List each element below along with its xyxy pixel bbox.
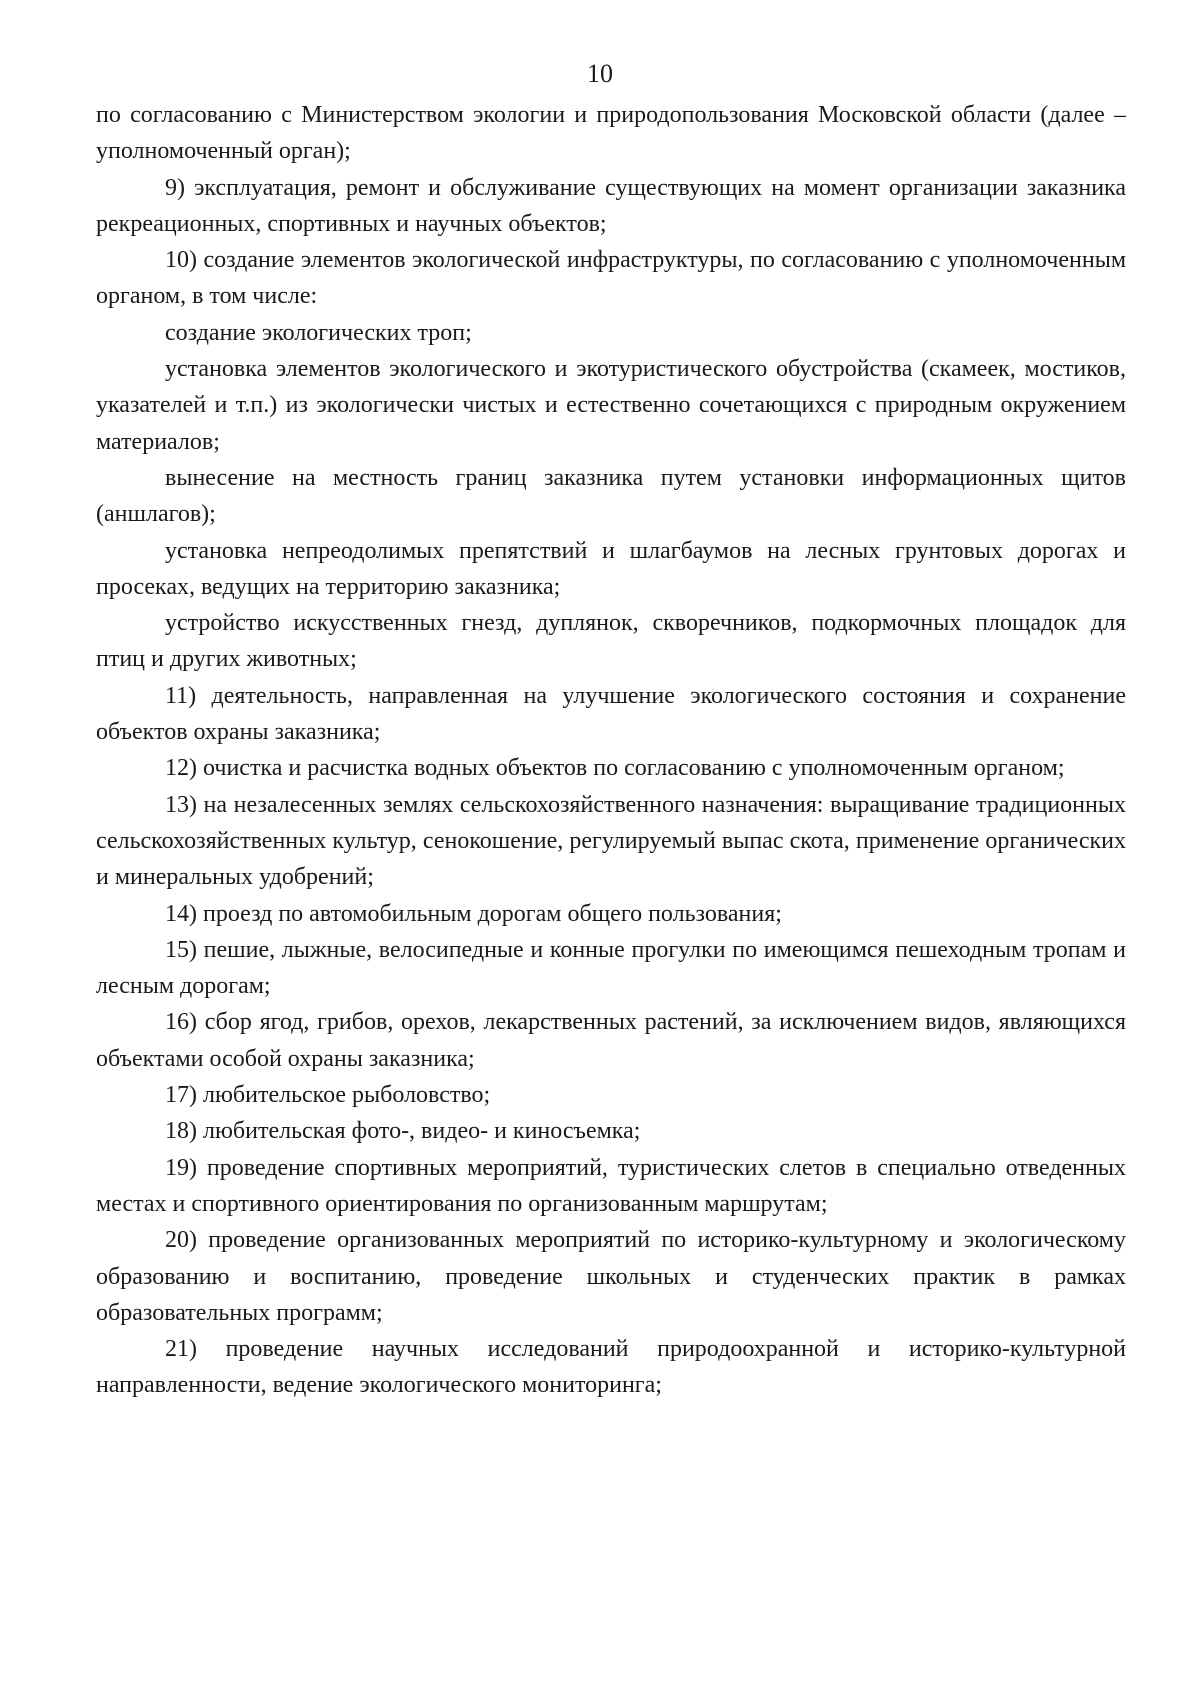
paragraph-item-12: 12) очистка и расчистка водных объектов по согласованию с уполномоченным органом; — [165, 755, 1065, 782]
paragraph-item-17: 17) любительское рыболовство; — [165, 1082, 491, 1109]
paragraph-subitem-eco-trails: создание экологических троп; — [165, 319, 472, 346]
paragraph-item-15: 15) пешие, лыжные, велосипедные и конные прогулки по имеющимся пешеходным тропам и лесным дорогам; — [96, 936, 1126, 1000]
paragraph-item-20: 20) проведение организованных мероприятий по историко-культурному и экологическому образованию и воспитанию, проведение школьных и студенческих практик в рамках образовательных программ; — [96, 1227, 1126, 1326]
paragraph-item-19: 19) проведение спортивных мероприятий, туристических слетов в специально отведенных местах и спортивного ориентирования по организованным маршрутам; — [96, 1154, 1126, 1217]
document-body — [96, 97, 1126, 1404]
paragraph-item-14: 14) проезд по автомобильным дорогам общего пользования; — [165, 900, 782, 927]
paragraph-subitem-barriers: установка непреодолимых препятствий и шлагбаумов на лесных грунтовых дорогах и просеках, ведущих на территорию заказника; — [96, 537, 1126, 600]
paragraph-item-21: 21) проведение научных исследований природоохранной и историко-культурной направленности, ведение экологического мониторинга; — [96, 1336, 1126, 1399]
paragraph-item-9: 9) эксплуатация, ремонт и обслуживание существующих на момент организации заказника рекреационных, спортивных и научных объектов; — [96, 174, 1126, 237]
paragraph-continuation: по согласованию с Министерством экологии и природопользования Московской области (далее – уполномоченный орган); — [96, 102, 1126, 165]
paragraph-item-16: 16) сбор ягод, грибов, орехов, лекарственных растений, за исключением видов, являющихся объектами особой охраны заказника; — [96, 1009, 1126, 1072]
paragraph-item-18: 18) любительская фото-, видео- и киносъемка; — [165, 1118, 641, 1145]
page-number: 10 — [587, 59, 613, 88]
paragraph-item-13: 13) на незалесенных землях сельскохозяйственного назначения: выращивание традиционных сельскохозяйственных культур, сенокошение, регулируемый выпас скота, применение органических и минеральных удобрений; — [96, 791, 1126, 891]
paragraph-subitem-eco-facilities: установка элементов экологического и экотуристического обустройства (скамеек, мостиков, указателей и т.п.) из экологически чистых и естественно сочетающихся с природным окружением материалов; — [96, 356, 1126, 455]
paragraph-item-11: 11) деятельность, направленная на улучшение экологического состояния и сохранение объектов охраны заказника; — [96, 682, 1126, 746]
paragraph-item-10: 10) создание элементов экологической инфраструктуры, по согласованию с уполномоченным органом, в том числе: — [96, 247, 1126, 310]
paragraph-subitem-boundary-signs: вынесение на местность границ заказника путем установки информационных щитов (аншлагов); — [96, 464, 1126, 528]
paragraph-subitem-nests: устройство искусственных гнезд, дуплянок, скворечников, подкормочных площадок для птиц и других животных; — [96, 610, 1126, 673]
